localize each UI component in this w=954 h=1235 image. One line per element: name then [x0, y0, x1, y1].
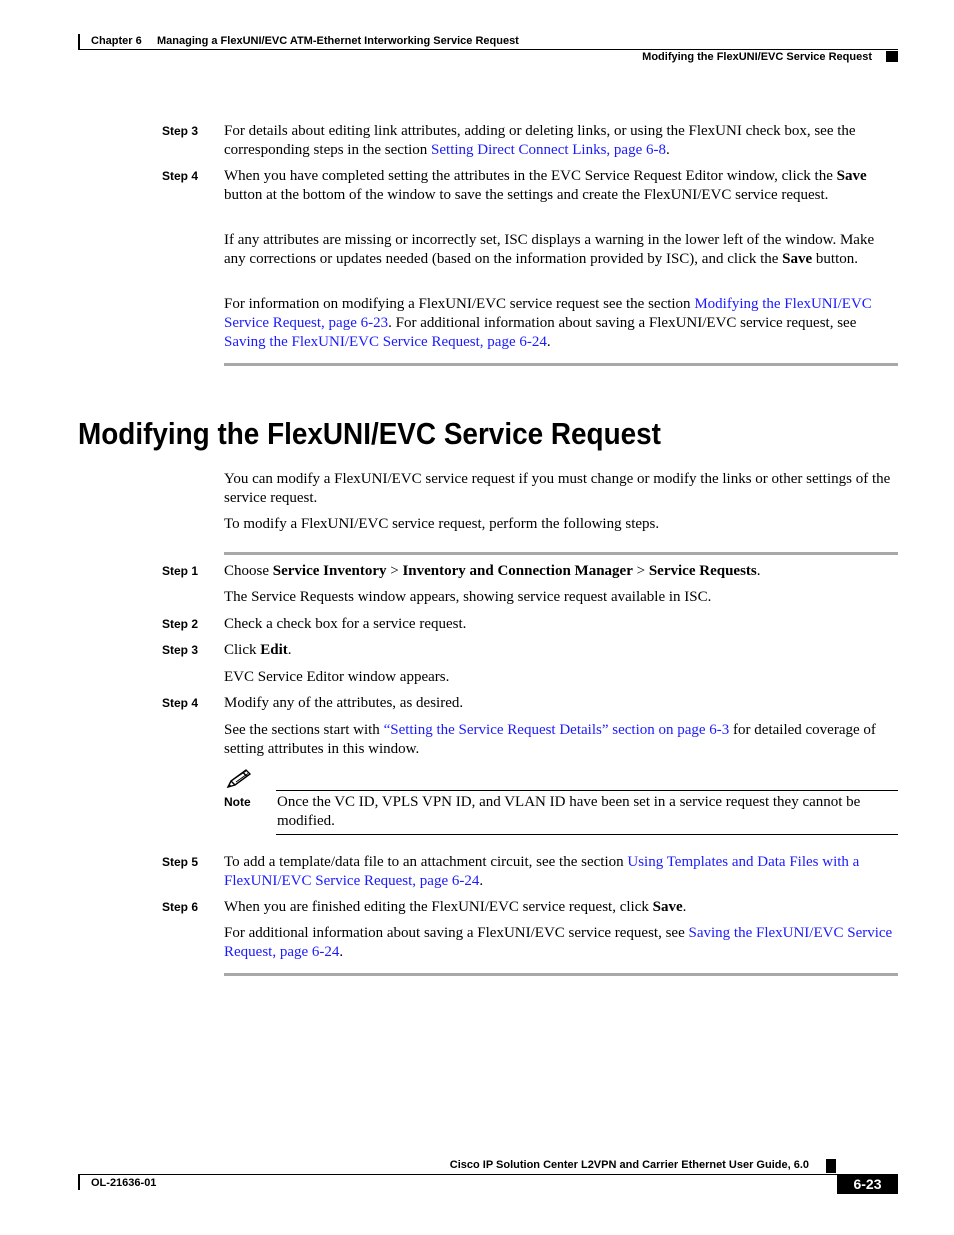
bold-text: Edit [260, 642, 288, 658]
text: for detailed coverage of setting attributes in this window. [224, 722, 876, 757]
menu-path-service-requests: Service Requests [648, 563, 757, 579]
link-setting-service-request-details[interactable]: “Setting the Service Request Details” section on page 6-3 [383, 722, 730, 738]
step-label: Step 5 [162, 855, 199, 869]
header-chapter: Chapter 6 [91, 35, 142, 47]
step-subtext [224, 721, 899, 759]
step-text [224, 853, 899, 891]
menu-path-inventory-connection-manager: Inventory and Connection Manager [402, 563, 633, 579]
bold-text: Save [652, 899, 683, 915]
bold-text: Save [782, 251, 813, 267]
text: . [479, 873, 484, 889]
procedure-start-rule [224, 552, 898, 555]
step-label: Step 3 [162, 643, 199, 657]
text: When you are finished editing the FlexUNI/EVC service request, click [224, 899, 653, 915]
paragraph [224, 295, 899, 352]
text: > [386, 563, 403, 579]
text: For information on modifying a FlexUNI/EVC service request see the section [224, 296, 695, 312]
link-modifying-service-request[interactable]: Modifying the FlexUNI/EVC Service Request, page 6-23 [224, 296, 872, 331]
text: See the sections start with [224, 722, 384, 738]
link-saving-service-request[interactable]: Saving the FlexUNI/EVC Service Request, page 6-24 [224, 334, 547, 350]
footer-left-bar [78, 1174, 80, 1190]
text: If any attributes are missing or incorrectly set, ISC displays a warning in the lower left of the window. Make any corrections or updates needed (based on the information provided by ISC), and click the [224, 232, 875, 267]
step-text: Check a check box for a service request. [224, 616, 467, 632]
page-number: 6-23 [853, 1176, 882, 1192]
text: > [632, 563, 649, 579]
note-text: Once the VC ID, VPLS VPN ID, and VLAN ID have been set in a service request they cannot be modified. [277, 794, 861, 829]
text: To add a template/data file to an attachment circuit, see the section [224, 854, 628, 870]
step-label: Step 2 [162, 617, 199, 631]
procedure-end-rule [224, 363, 898, 366]
text: . [756, 563, 761, 579]
text: . [546, 334, 551, 350]
header-rule [78, 49, 898, 50]
text: For additional information about saving a FlexUNI/EVC service request, see [224, 925, 689, 941]
text: . For additional information about saving a FlexUNI/EVC service request, see [388, 315, 857, 331]
section-title: Modifying the FlexUNI/EVC Service Request [78, 416, 661, 451]
text: button. [812, 251, 859, 267]
step-text [224, 641, 899, 660]
note-label: Note [224, 795, 251, 809]
step-subtext: The Service Requests window appears, showing service request available in ISC. [224, 589, 712, 605]
text: When you have completed setting the attributes in the EVC Service Request Editor window, click the [224, 168, 837, 184]
step-label: Step 4 [162, 169, 199, 183]
pencil-icon [226, 768, 252, 790]
step-subtext [224, 924, 899, 962]
text: Click [224, 642, 261, 658]
procedure-end-rule [224, 973, 898, 976]
header-left-bar [78, 34, 80, 49]
footer-doc-id: OL-21636-01 [91, 1177, 157, 1189]
text: . [682, 899, 687, 915]
step-text [224, 167, 899, 205]
footer-marker [826, 1159, 836, 1173]
header-chapter-title: Managing a FlexUNI/EVC ATM-Ethernet Interworking Service Request [157, 35, 519, 47]
step-label: Step 3 [162, 124, 199, 138]
text: . [666, 142, 670, 158]
note-bottom-rule [276, 834, 898, 835]
menu-path-service-inventory: Service Inventory [272, 563, 387, 579]
footer-guide-title: Cisco IP Solution Center L2VPN and Carrier Ethernet User Guide, 6.0 [449, 1159, 809, 1171]
step-label: Step 1 [162, 564, 199, 578]
intro-paragraph: You can modify a FlexUNI/EVC service request if you must change or modify the links or other settings of the service request. [224, 471, 891, 506]
text: . [339, 944, 344, 960]
text: . [287, 642, 292, 658]
link-setting-direct-connect-links[interactable]: Setting Direct Connect Links, page 6-8 [431, 142, 666, 158]
header-marker [886, 51, 898, 62]
step-subtext: EVC Service Editor window appears. [224, 669, 450, 685]
note-top-rule [276, 790, 898, 791]
intro-paragraph: To modify a FlexUNI/EVC service request, perform the following steps. [224, 516, 660, 532]
step-label: Step 6 [162, 900, 199, 914]
bold-text: Save [836, 168, 867, 184]
header-section: Modifying the FlexUNI/EVC Service Request [642, 51, 872, 63]
link-saving-service-request-2[interactable]: Saving the FlexUNI/EVC Service Request, page 6-24 [224, 925, 893, 960]
text: button at the bottom of the window to save the settings and create the FlexUNI/EVC service request. [224, 187, 829, 203]
text: Choose [224, 563, 273, 579]
paragraph [224, 231, 899, 269]
text: For details about editing link attributes, adding or deleting links, or using the FlexUNI check box, see the corresponding steps in the section [224, 123, 856, 158]
step-text [224, 122, 899, 160]
step-text: Modify any of the attributes, as desired. [224, 695, 464, 711]
step-label: Step 4 [162, 696, 199, 710]
link-using-templates-data-files[interactable]: Using Templates and Data Files with a FlexUNI/EVC Service Request, page 6-24 [224, 854, 860, 889]
step-text [224, 562, 899, 581]
step-text [224, 898, 899, 917]
footer-rule [78, 1174, 898, 1175]
